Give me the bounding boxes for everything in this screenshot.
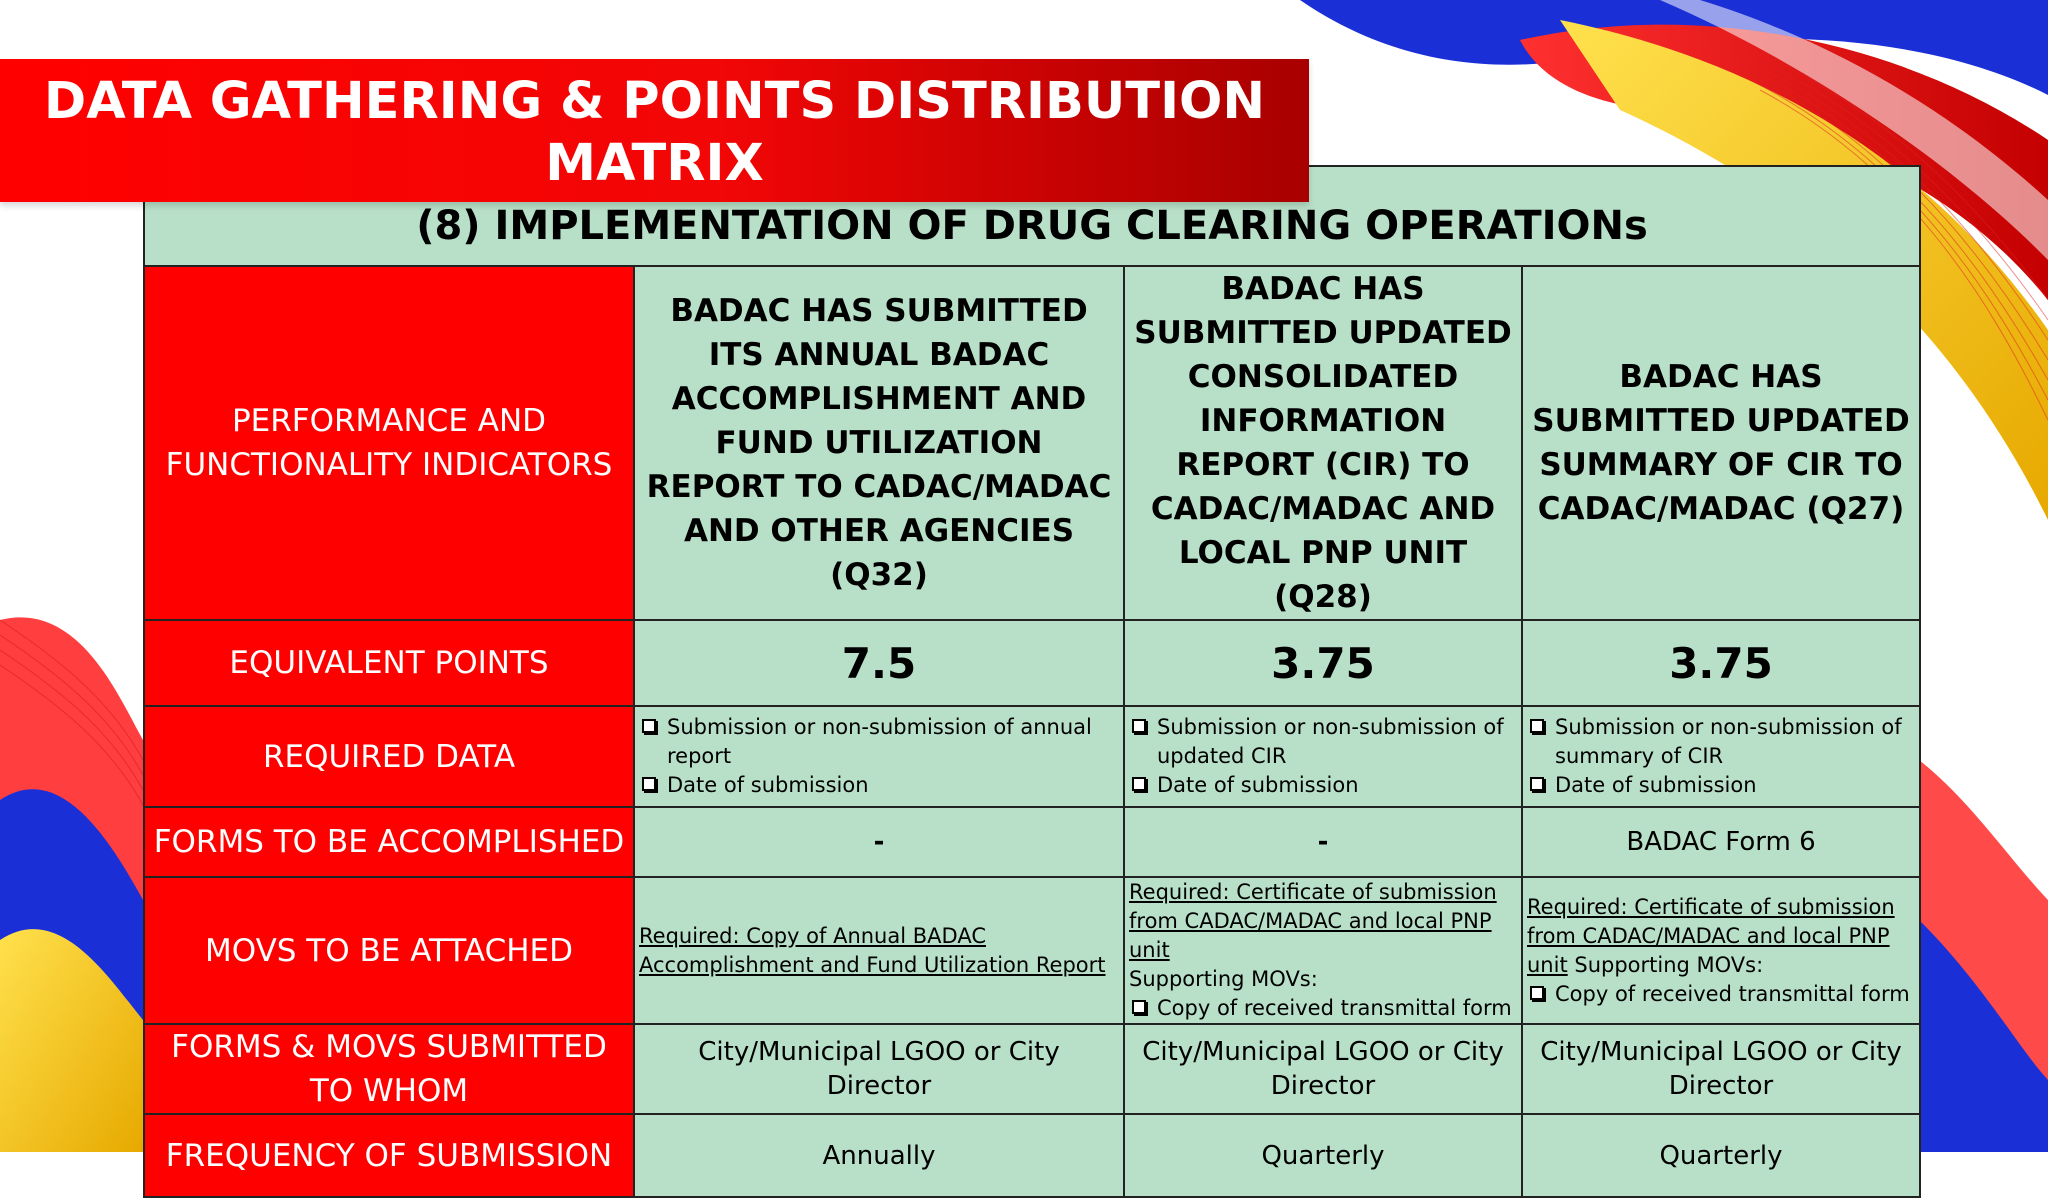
checkbox-bullet-icon bbox=[1530, 719, 1544, 733]
points-distribution-matrix bbox=[143, 165, 1921, 1198]
table-row bbox=[144, 706, 1920, 807]
row-label: REQUIRED DATA bbox=[144, 706, 634, 807]
checkbox-bullet-icon bbox=[1530, 986, 1544, 1000]
list-item: Submission or non-submission of annual report bbox=[639, 713, 1119, 771]
table-row bbox=[144, 1114, 1920, 1197]
list-item: Submission or non-submission of summary of CIR bbox=[1527, 713, 1915, 771]
points-value: 7.5 bbox=[634, 620, 1124, 706]
indicator-cell: BADAC HAS SUBMITTED UPDATED SUMMARY OF CIR TO CADAC/MADAC (Q27) bbox=[1522, 266, 1920, 620]
checkbox-bullet-icon bbox=[1530, 777, 1544, 791]
movs-supporting-label: Supporting MOVs: bbox=[1567, 952, 1764, 977]
frequency-cell: Annually bbox=[634, 1114, 1124, 1197]
section-title: (8) IMPLEMENTATION OF DRUG CLEARING OPERATIONs bbox=[144, 166, 1920, 266]
points-value: 3.75 bbox=[1124, 620, 1522, 706]
checkbox-bullet-icon bbox=[1132, 719, 1146, 733]
indicator-cell: BADAC HAS SUBMITTED UPDATED CONSOLIDATED INFORMATION REPORT (CIR) TO CADAC/MADAC AND LOCAL PNP UNIT (Q28) bbox=[1124, 266, 1522, 620]
forms-cell: BADAC Form 6 bbox=[1522, 807, 1920, 877]
required-data-cell bbox=[634, 706, 1124, 807]
submitted-to-cell: City/Municipal LGOO or City Director bbox=[1522, 1024, 1920, 1114]
list-item: Copy of received transmittal form bbox=[1527, 980, 1915, 1009]
required-data-cell bbox=[1522, 706, 1920, 807]
row-label: EQUIVALENT POINTS bbox=[144, 620, 634, 706]
submitted-to-cell: City/Municipal LGOO or City Director bbox=[634, 1024, 1124, 1114]
movs-required: Required: Copy of Annual BADAC Accomplishment and Fund Utilization Report bbox=[639, 923, 1106, 977]
movs-cell bbox=[634, 877, 1124, 1024]
forms-cell: - bbox=[1124, 807, 1522, 877]
table-row bbox=[144, 1024, 1920, 1114]
table-row bbox=[144, 266, 1920, 620]
checkbox-bullet-icon bbox=[642, 719, 656, 733]
frequency-cell: Quarterly bbox=[1124, 1114, 1522, 1197]
frequency-cell: Quarterly bbox=[1522, 1114, 1920, 1197]
list-item: Date of submission bbox=[1129, 771, 1517, 800]
movs-cell bbox=[1124, 877, 1522, 1024]
list-item: Copy of received transmittal form bbox=[1129, 994, 1517, 1023]
list-item: Date of submission bbox=[1527, 771, 1915, 800]
submitted-to-cell: City/Municipal LGOO or City Director bbox=[1124, 1024, 1522, 1114]
points-value: 3.75 bbox=[1522, 620, 1920, 706]
list-item: Submission or non-submission of updated CIR bbox=[1129, 713, 1517, 771]
page-title: DATA GATHERING & POINTS DISTRIBUTION MATRIX bbox=[43, 71, 1266, 193]
checkbox-bullet-icon bbox=[1132, 777, 1146, 791]
table-row bbox=[144, 877, 1920, 1024]
movs-supporting-label: Supporting MOVs: bbox=[1129, 967, 1318, 991]
checkbox-bullet-icon bbox=[642, 777, 656, 791]
title-banner bbox=[0, 59, 1309, 202]
movs-required: Required: Certificate of submission from CADAC/MADAC and local PNP unit bbox=[1129, 880, 1497, 962]
list-item: Date of submission bbox=[639, 771, 1119, 800]
row-label: FORMS TO BE ACCOMPLISHED bbox=[144, 807, 634, 877]
checkbox-bullet-icon bbox=[1132, 1000, 1146, 1014]
row-label: FREQUENCY OF SUBMISSION bbox=[144, 1114, 634, 1197]
table-row bbox=[144, 807, 1920, 877]
row-label: PERFORMANCE AND FUNCTIONALITY INDICATORS bbox=[144, 266, 634, 620]
forms-cell: - bbox=[634, 807, 1124, 877]
row-label: MOVS TO BE ATTACHED bbox=[144, 877, 634, 1024]
row-label: FORMS & MOVS SUBMITTED TO WHOM bbox=[144, 1024, 634, 1114]
indicator-cell: BADAC HAS SUBMITTED ITS ANNUAL BADAC ACCOMPLISHMENT AND FUND UTILIZATION REPORT TO CADAC/MADAC AND OTHER AGENCIES (Q32) bbox=[634, 266, 1124, 620]
movs-cell bbox=[1522, 877, 1920, 1024]
movs-required: Required: Certificate of submission from CADAC/MADAC and local PNP unit bbox=[1527, 894, 1895, 977]
required-data-cell bbox=[1124, 706, 1522, 807]
table-row bbox=[144, 620, 1920, 706]
